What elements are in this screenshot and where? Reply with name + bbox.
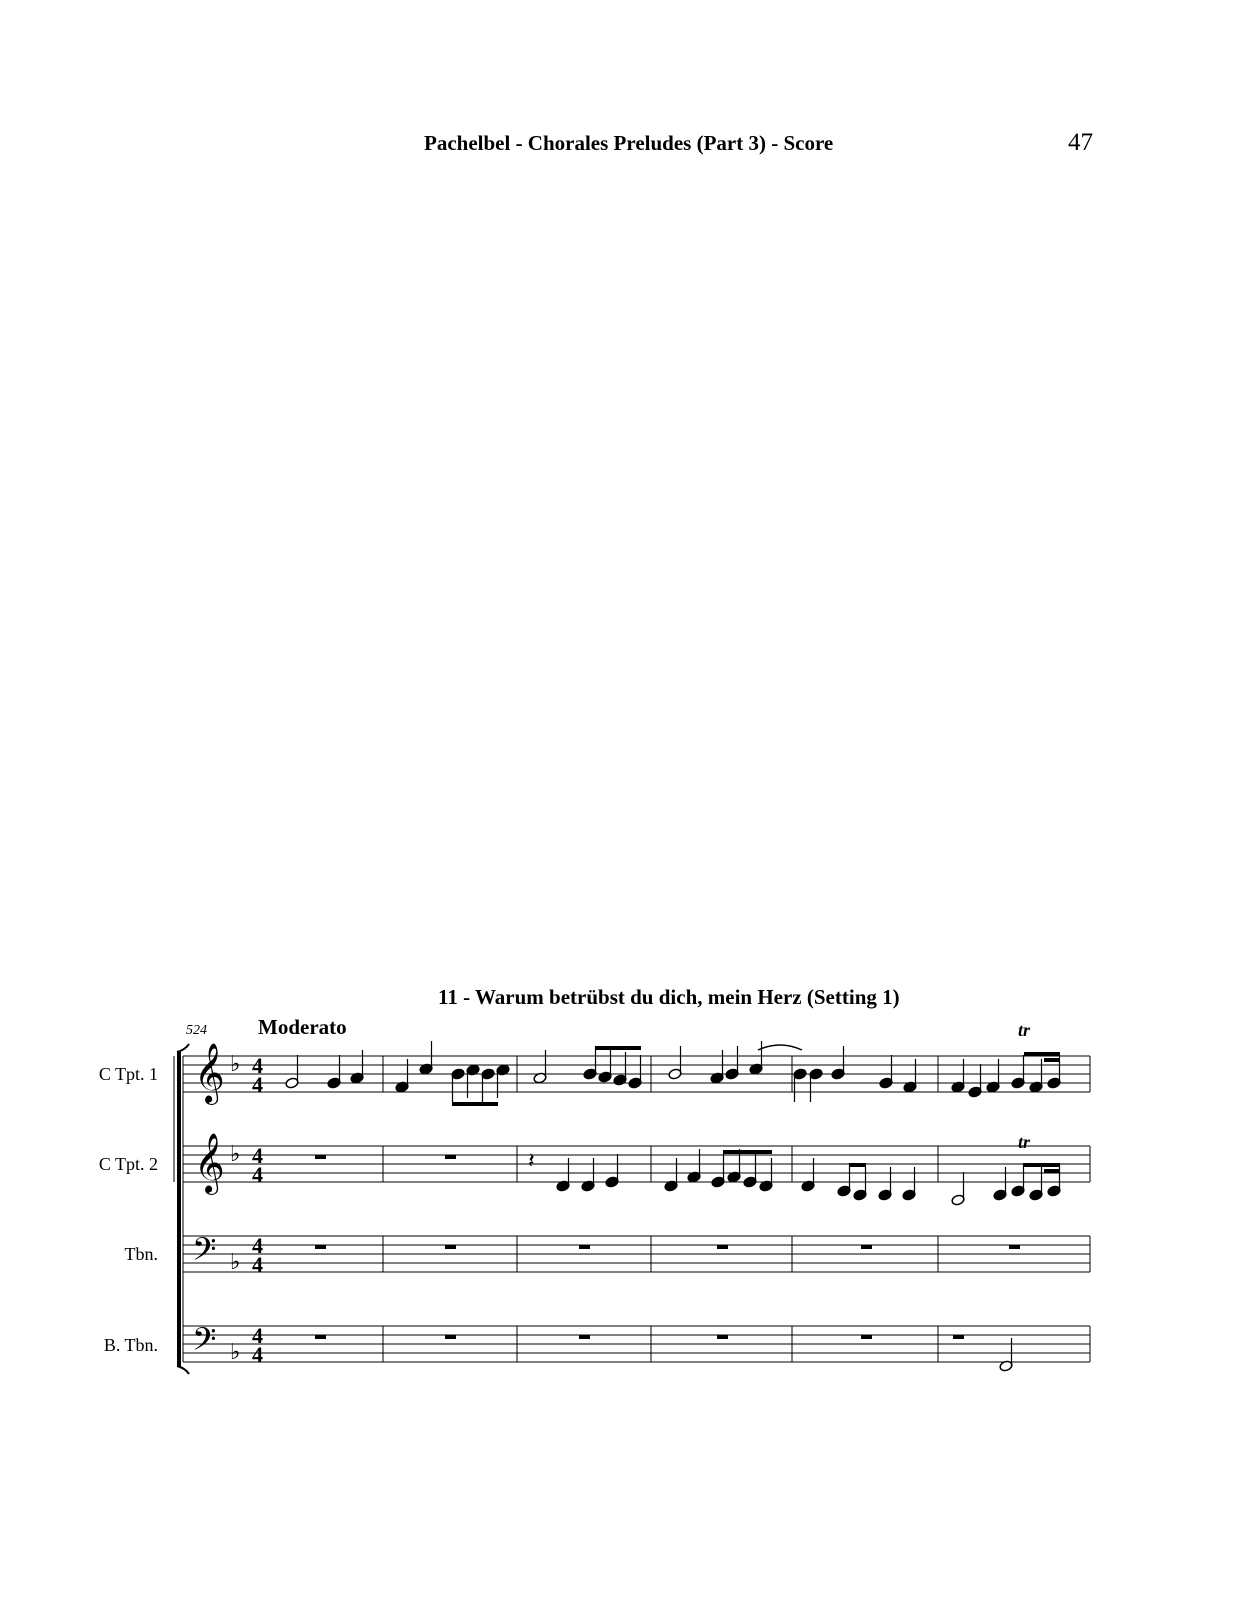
whole-rest-icon bbox=[579, 1335, 590, 1339]
whole-rest-icon bbox=[445, 1245, 456, 1249]
time-signature-denominator: 4 bbox=[252, 1252, 263, 1277]
time-signature-denominator: 4 bbox=[252, 1342, 263, 1367]
running-header-title: Pachelbel - Chorales Preludes (Part 3) - Score bbox=[424, 131, 834, 155]
instrument-label-trombone: Tbn. bbox=[124, 1244, 158, 1264]
whole-rest-icon bbox=[953, 1335, 964, 1339]
tie-arc bbox=[758, 1045, 802, 1050]
piece-title: 11 - Warum betrübst du dich, mein Herz (Setting 1) bbox=[438, 985, 900, 1009]
whole-rest-icon bbox=[445, 1335, 456, 1339]
treble-clef-icon: 𝄞 bbox=[194, 1133, 225, 1193]
time-signature-denominator: 4 bbox=[252, 1072, 263, 1097]
start-measure-number: 524 bbox=[186, 1023, 207, 1038]
whole-rest-icon bbox=[717, 1245, 728, 1249]
note-beam bbox=[595, 1046, 641, 1050]
quarter-rest-icon: 𝄽 bbox=[528, 1149, 535, 1174]
flat-key-signature-icon: ♭ bbox=[230, 1142, 241, 1167]
tempo-marking: Moderato bbox=[258, 1015, 347, 1039]
bass-clef-icon: 𝄢 bbox=[192, 1321, 217, 1365]
time-signature-numerator: 4 bbox=[252, 1143, 263, 1168]
instrument-label-c-trumpet-2: C Tpt. 2 bbox=[98, 1154, 158, 1174]
whole-rest-icon bbox=[315, 1335, 326, 1339]
time-signature-numerator: 4 bbox=[252, 1233, 263, 1258]
instrument-label-bass-trombone: B. Tbn. bbox=[103, 1335, 158, 1355]
whole-rest-icon bbox=[445, 1155, 456, 1159]
trill-mark: tr bbox=[1018, 1020, 1031, 1040]
bracket-bottom-hook bbox=[177, 1366, 189, 1374]
flat-key-signature-icon: ♭ bbox=[230, 1052, 241, 1077]
note-beam bbox=[1044, 1058, 1060, 1062]
page-number: 47 bbox=[1068, 129, 1093, 156]
time-signature-numerator: 4 bbox=[252, 1323, 263, 1348]
note-beam bbox=[1024, 1163, 1060, 1167]
flat-key-signature-icon: ♭ bbox=[230, 1250, 241, 1275]
flat-key-signature-icon: ♭ bbox=[230, 1340, 241, 1365]
note-beam bbox=[1024, 1052, 1060, 1056]
note-beam bbox=[1044, 1169, 1060, 1173]
whole-rest-icon bbox=[861, 1245, 872, 1249]
whole-rest-icon bbox=[579, 1245, 590, 1249]
whole-rest-icon bbox=[315, 1245, 326, 1249]
note-beam bbox=[452, 1102, 498, 1106]
whole-rest-icon bbox=[717, 1335, 728, 1339]
trill-mark: tr bbox=[1018, 1132, 1031, 1152]
bracket-top-hook bbox=[177, 1044, 189, 1052]
note-beam bbox=[723, 1150, 772, 1154]
whole-rest-icon bbox=[861, 1335, 872, 1339]
bass-clef-icon: 𝄢 bbox=[192, 1231, 217, 1275]
note-beam bbox=[849, 1163, 866, 1167]
treble-clef-icon: 𝄞 bbox=[194, 1043, 225, 1103]
instrument-label-c-trumpet-1: C Tpt. 1 bbox=[98, 1064, 158, 1084]
whole-rest-icon bbox=[1009, 1245, 1020, 1249]
time-signature-numerator: 4 bbox=[252, 1053, 263, 1078]
whole-rest-icon bbox=[315, 1155, 326, 1159]
time-signature-denominator: 4 bbox=[252, 1162, 263, 1187]
